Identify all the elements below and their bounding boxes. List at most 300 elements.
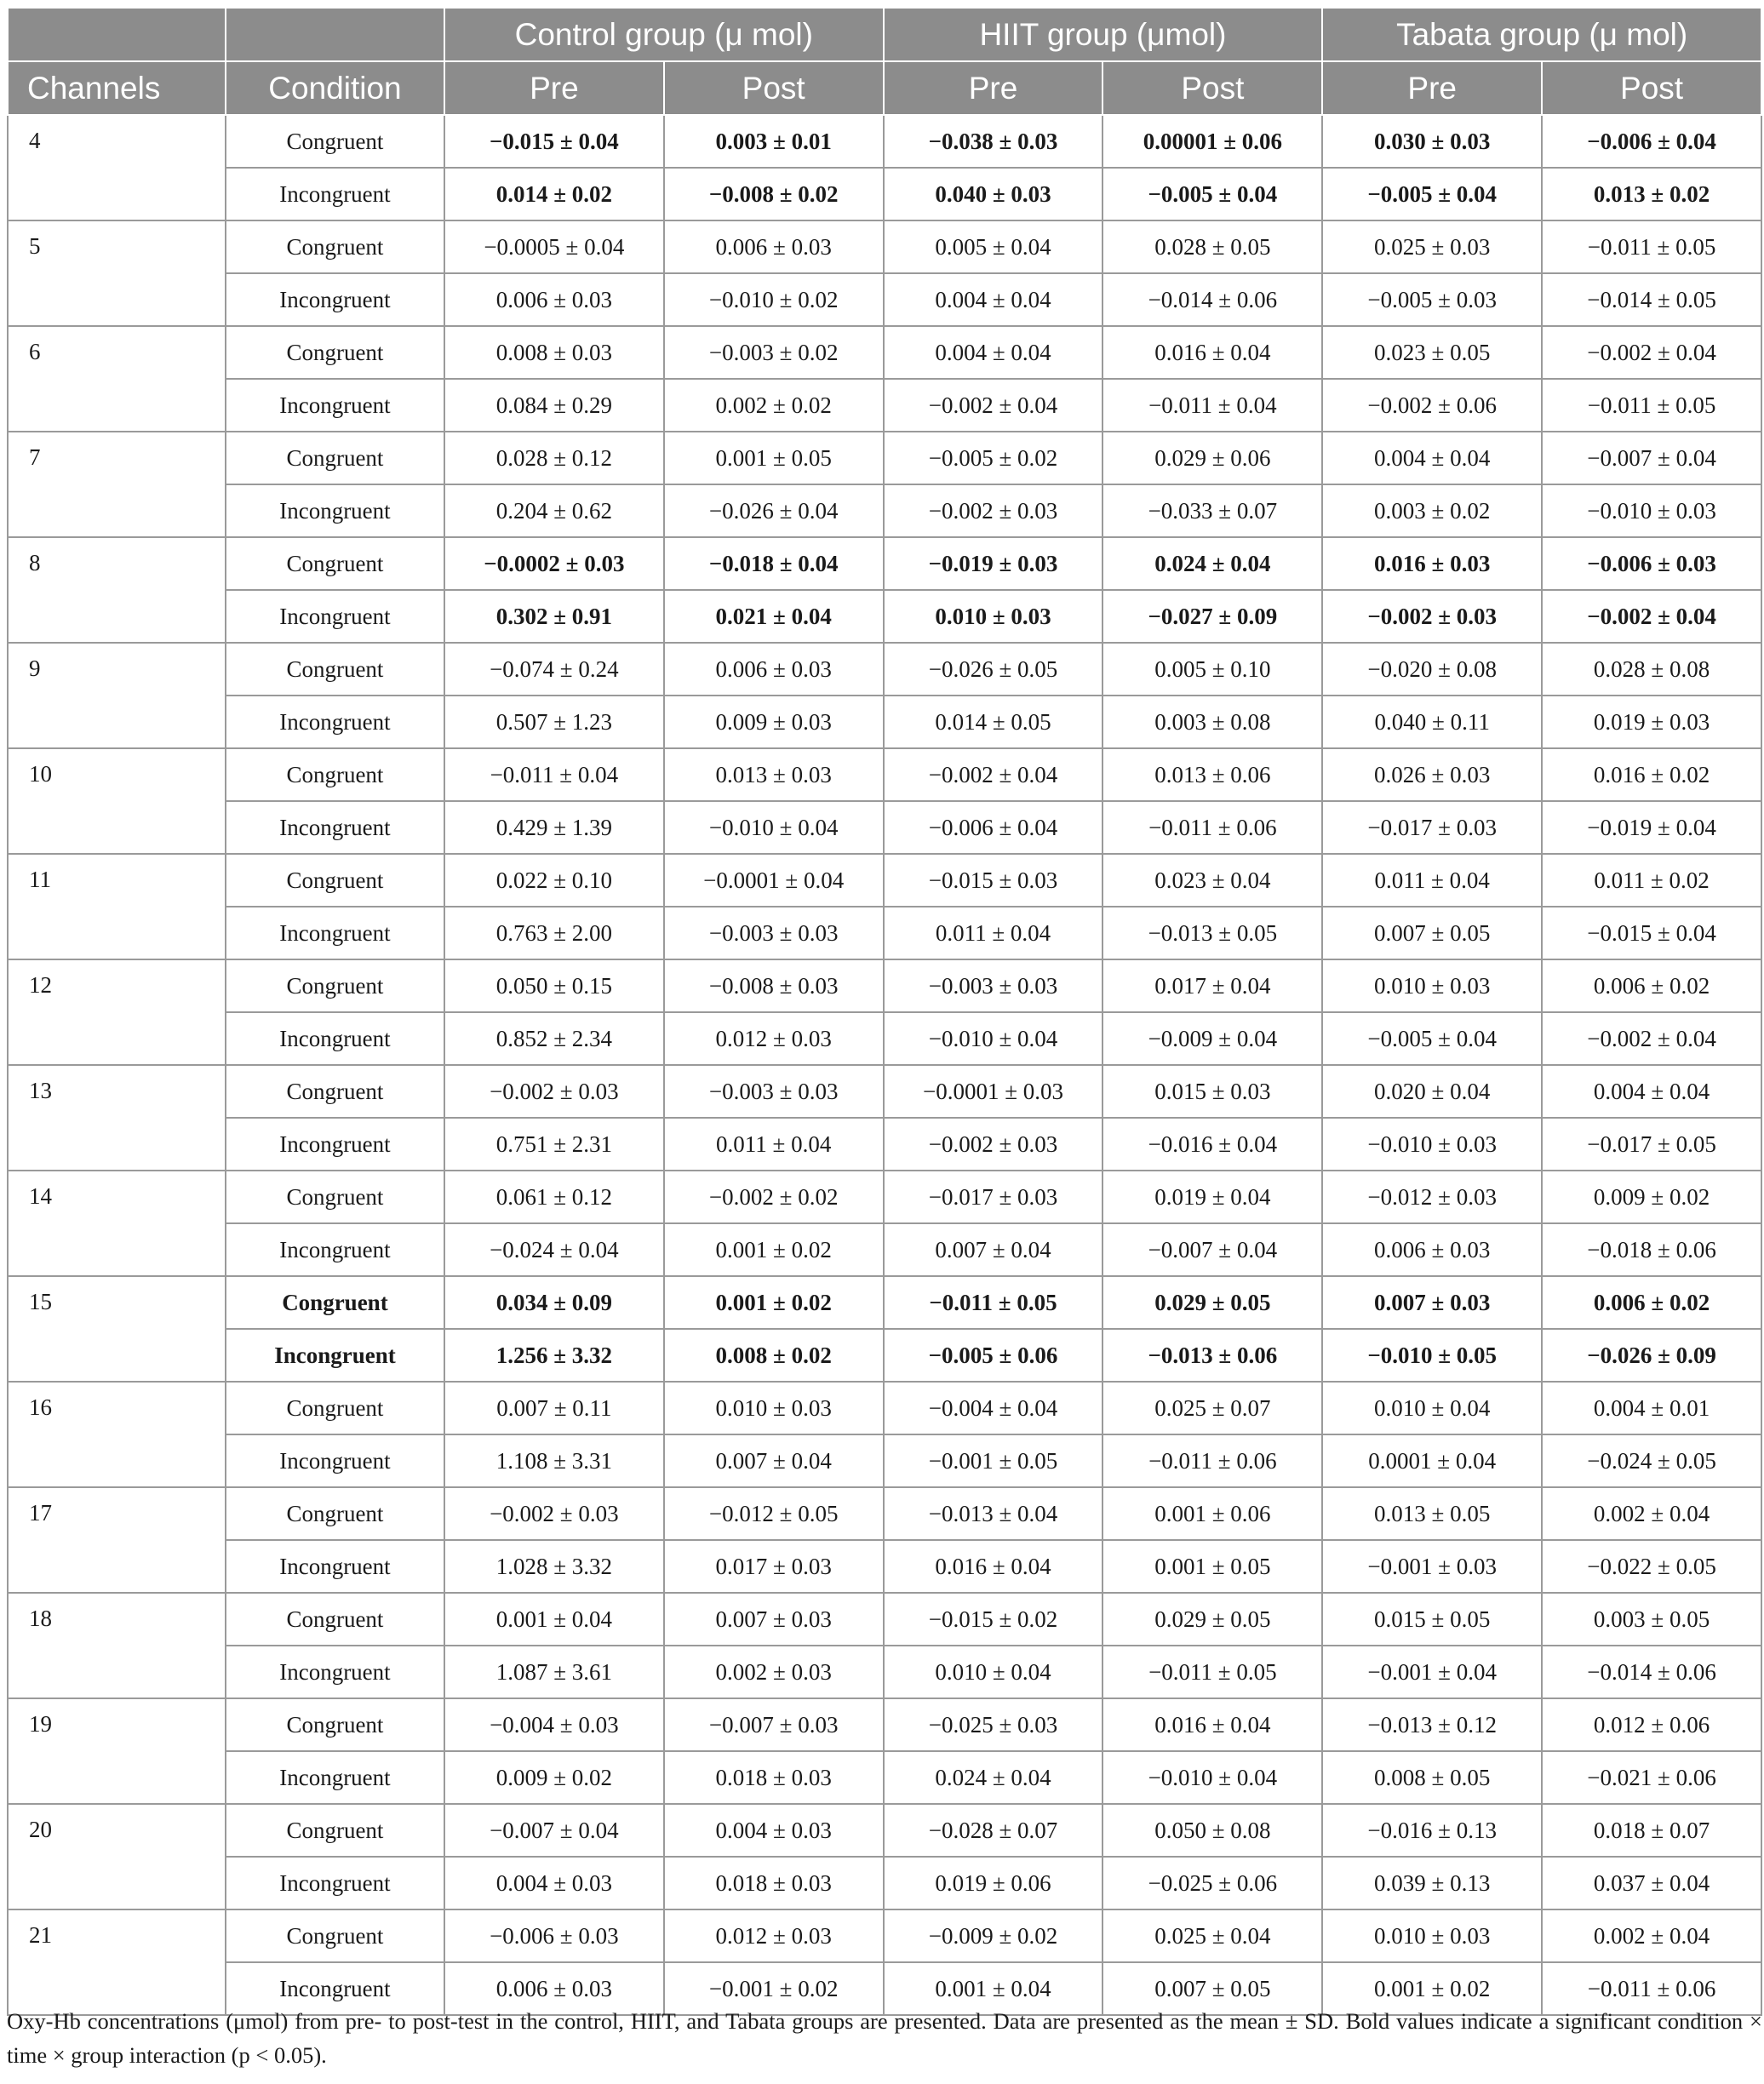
table-row xyxy=(8,484,1761,537)
value-cell-hiit-pre: 0.001 ± 0.04 xyxy=(884,1962,1103,2015)
value-cell-tabata-pre: 0.016 ± 0.03 xyxy=(1322,537,1542,590)
value-cell-control-pre: 0.507 ± 1.23 xyxy=(444,696,664,748)
value-cell-hiit-post: 0.016 ± 0.04 xyxy=(1102,326,1322,379)
value-cell-tabata-post: −0.011 ± 0.05 xyxy=(1542,220,1761,273)
value-cell-tabata-pre: −0.020 ± 0.08 xyxy=(1322,643,1542,696)
value-cell-hiit-post: 0.019 ± 0.04 xyxy=(1102,1171,1322,1223)
value-cell-tabata-pre: 0.010 ± 0.03 xyxy=(1322,1909,1542,1962)
value-cell-control-post: 0.009 ± 0.03 xyxy=(664,696,884,748)
table-row xyxy=(8,220,1761,273)
value-cell-hiit-post: 0.015 ± 0.03 xyxy=(1102,1065,1322,1118)
value-cell-hiit-post: 0.050 ± 0.08 xyxy=(1102,1804,1322,1857)
header-tabata-post: Post xyxy=(1542,61,1761,115)
value-cell-tabata-pre: 0.007 ± 0.05 xyxy=(1322,907,1542,959)
value-cell-hiit-post: −0.014 ± 0.06 xyxy=(1102,273,1322,326)
condition-cell: Incongruent xyxy=(226,1646,444,1698)
value-cell-tabata-post: 0.011 ± 0.02 xyxy=(1542,854,1761,907)
value-cell-control-post: 0.001 ± 0.02 xyxy=(664,1223,884,1276)
value-cell-hiit-post: −0.033 ± 0.07 xyxy=(1102,484,1322,537)
value-cell-hiit-post: 0.025 ± 0.04 xyxy=(1102,1909,1322,1962)
condition-cell: Incongruent xyxy=(226,801,444,854)
value-cell-hiit-post: 0.028 ± 0.05 xyxy=(1102,220,1322,273)
value-cell-hiit-pre: 0.010 ± 0.04 xyxy=(884,1646,1103,1698)
value-cell-tabata-post: 0.013 ± 0.02 xyxy=(1542,168,1761,220)
value-cell-control-pre: 0.006 ± 0.03 xyxy=(444,1962,664,2015)
table-row xyxy=(8,1065,1761,1118)
value-cell-control-pre: 0.001 ± 0.04 xyxy=(444,1593,664,1646)
table-row xyxy=(8,801,1761,854)
value-cell-control-post: 0.008 ± 0.02 xyxy=(664,1329,884,1382)
table-row xyxy=(8,1012,1761,1065)
value-cell-control-post: 0.002 ± 0.03 xyxy=(664,1646,884,1698)
value-cell-control-post: −0.010 ± 0.04 xyxy=(664,801,884,854)
value-cell-control-post: 0.011 ± 0.04 xyxy=(664,1118,884,1171)
channel-cell: 18 xyxy=(8,1593,226,1698)
table-container xyxy=(7,7,1762,2016)
channel-cell: 13 xyxy=(8,1065,226,1171)
value-cell-control-post: −0.012 ± 0.05 xyxy=(664,1487,884,1540)
table-row xyxy=(8,1698,1761,1751)
value-cell-tabata-post: 0.019 ± 0.03 xyxy=(1542,696,1761,748)
condition-cell: Congruent xyxy=(226,643,444,696)
value-cell-hiit-pre: 0.016 ± 0.04 xyxy=(884,1540,1103,1593)
condition-cell: Incongruent xyxy=(226,696,444,748)
table-row xyxy=(8,1857,1761,1909)
condition-cell: Incongruent xyxy=(226,1329,444,1382)
value-cell-hiit-pre: −0.009 ± 0.02 xyxy=(884,1909,1103,1962)
value-cell-tabata-post: 0.012 ± 0.06 xyxy=(1542,1698,1761,1751)
header-control-pre: Pre xyxy=(444,61,664,115)
value-cell-control-pre: −0.004 ± 0.03 xyxy=(444,1698,664,1751)
value-cell-hiit-pre: −0.003 ± 0.03 xyxy=(884,959,1103,1012)
value-cell-hiit-pre: 0.019 ± 0.06 xyxy=(884,1857,1103,1909)
channel-cell: 7 xyxy=(8,432,226,537)
channel-cell: 20 xyxy=(8,1804,226,1909)
value-cell-control-pre: 0.204 ± 0.62 xyxy=(444,484,664,537)
value-cell-tabata-pre: 0.010 ± 0.03 xyxy=(1322,959,1542,1012)
value-cell-tabata-post: −0.018 ± 0.06 xyxy=(1542,1223,1761,1276)
value-cell-control-pre: 0.763 ± 2.00 xyxy=(444,907,664,959)
value-cell-control-pre: 0.061 ± 0.12 xyxy=(444,1171,664,1223)
value-cell-tabata-pre: 0.023 ± 0.05 xyxy=(1322,326,1542,379)
value-cell-control-post: −0.003 ± 0.02 xyxy=(664,326,884,379)
value-cell-tabata-post: −0.002 ± 0.04 xyxy=(1542,326,1761,379)
value-cell-tabata-pre: 0.026 ± 0.03 xyxy=(1322,748,1542,801)
header-hiit-group: HIIT group (μmol) xyxy=(884,8,1323,61)
condition-cell: Congruent xyxy=(226,1171,444,1223)
header-empty-channels xyxy=(8,8,226,61)
value-cell-tabata-pre: 0.025 ± 0.03 xyxy=(1322,220,1542,273)
channel-cell: 12 xyxy=(8,959,226,1065)
value-cell-control-post: 0.007 ± 0.03 xyxy=(664,1593,884,1646)
value-cell-control-pre: −0.011 ± 0.04 xyxy=(444,748,664,801)
value-cell-hiit-post: 0.007 ± 0.05 xyxy=(1102,1962,1322,2015)
value-cell-hiit-post: −0.011 ± 0.06 xyxy=(1102,1434,1322,1487)
value-cell-control-post: −0.0001 ± 0.04 xyxy=(664,854,884,907)
condition-cell: Congruent xyxy=(226,537,444,590)
table-row xyxy=(8,379,1761,432)
value-cell-hiit-post: −0.013 ± 0.05 xyxy=(1102,907,1322,959)
value-cell-tabata-post: 0.028 ± 0.08 xyxy=(1542,643,1761,696)
value-cell-hiit-post: −0.011 ± 0.04 xyxy=(1102,379,1322,432)
value-cell-hiit-post: −0.011 ± 0.06 xyxy=(1102,801,1322,854)
header-control-group: Control group (μ mol) xyxy=(444,8,884,61)
value-cell-control-post: −0.008 ± 0.02 xyxy=(664,168,884,220)
condition-cell: Congruent xyxy=(226,115,444,168)
value-cell-hiit-post: 0.001 ± 0.06 xyxy=(1102,1487,1322,1540)
value-cell-tabata-pre: −0.010 ± 0.05 xyxy=(1322,1329,1542,1382)
value-cell-tabata-pre: 0.0001 ± 0.04 xyxy=(1322,1434,1542,1487)
value-cell-tabata-pre: 0.004 ± 0.04 xyxy=(1322,432,1542,484)
value-cell-control-pre: 0.852 ± 2.34 xyxy=(444,1012,664,1065)
value-cell-control-pre: 0.022 ± 0.10 xyxy=(444,854,664,907)
value-cell-control-pre: 0.006 ± 0.03 xyxy=(444,273,664,326)
value-cell-hiit-pre: 0.007 ± 0.04 xyxy=(884,1223,1103,1276)
value-cell-control-post: −0.008 ± 0.03 xyxy=(664,959,884,1012)
value-cell-tabata-post: −0.022 ± 0.05 xyxy=(1542,1540,1761,1593)
value-cell-hiit-pre: 0.024 ± 0.04 xyxy=(884,1751,1103,1804)
condition-cell: Incongruent xyxy=(226,1434,444,1487)
value-cell-tabata-pre: 0.013 ± 0.05 xyxy=(1322,1487,1542,1540)
channel-cell: 8 xyxy=(8,537,226,643)
value-cell-control-post: −0.018 ± 0.04 xyxy=(664,537,884,590)
value-cell-hiit-post: 0.005 ± 0.10 xyxy=(1102,643,1322,696)
value-cell-tabata-pre: −0.016 ± 0.13 xyxy=(1322,1804,1542,1857)
table-row xyxy=(8,590,1761,643)
value-cell-tabata-post: −0.011 ± 0.05 xyxy=(1542,379,1761,432)
channel-cell: 11 xyxy=(8,854,226,959)
value-cell-tabata-pre: 0.030 ± 0.03 xyxy=(1322,115,1542,168)
value-cell-control-post: 0.018 ± 0.03 xyxy=(664,1751,884,1804)
channel-cell: 15 xyxy=(8,1276,226,1382)
condition-cell: Incongruent xyxy=(226,1857,444,1909)
header-channels: Channels xyxy=(8,61,226,115)
value-cell-hiit-pre: −0.019 ± 0.03 xyxy=(884,537,1103,590)
value-cell-control-post: −0.003 ± 0.03 xyxy=(664,907,884,959)
value-cell-control-post: 0.012 ± 0.03 xyxy=(664,1909,884,1962)
value-cell-hiit-pre: 0.010 ± 0.03 xyxy=(884,590,1103,643)
value-cell-control-pre: 0.751 ± 2.31 xyxy=(444,1118,664,1171)
value-cell-control-post: −0.010 ± 0.02 xyxy=(664,273,884,326)
header-hiit-pre: Pre xyxy=(884,61,1103,115)
value-cell-tabata-post: −0.019 ± 0.04 xyxy=(1542,801,1761,854)
value-cell-hiit-post: −0.011 ± 0.05 xyxy=(1102,1646,1322,1698)
value-cell-hiit-post: −0.027 ± 0.09 xyxy=(1102,590,1322,643)
value-cell-control-post: −0.002 ± 0.02 xyxy=(664,1171,884,1223)
value-cell-tabata-pre: 0.001 ± 0.02 xyxy=(1322,1962,1542,2015)
condition-cell: Congruent xyxy=(226,854,444,907)
value-cell-control-pre: 0.034 ± 0.09 xyxy=(444,1276,664,1329)
value-cell-hiit-pre: −0.002 ± 0.03 xyxy=(884,1118,1103,1171)
value-cell-hiit-pre: 0.004 ± 0.04 xyxy=(884,273,1103,326)
condition-cell: Congruent xyxy=(226,959,444,1012)
value-cell-hiit-pre: −0.0001 ± 0.03 xyxy=(884,1065,1103,1118)
value-cell-tabata-pre: 0.039 ± 0.13 xyxy=(1322,1857,1542,1909)
channel-cell: 17 xyxy=(8,1487,226,1593)
condition-cell: Congruent xyxy=(226,748,444,801)
condition-cell: Congruent xyxy=(226,1487,444,1540)
value-cell-control-pre: 0.014 ± 0.02 xyxy=(444,168,664,220)
value-cell-hiit-pre: −0.004 ± 0.04 xyxy=(884,1382,1103,1434)
header-condition: Condition xyxy=(226,61,444,115)
value-cell-control-pre: −0.024 ± 0.04 xyxy=(444,1223,664,1276)
table-row xyxy=(8,1118,1761,1171)
value-cell-hiit-post: −0.009 ± 0.04 xyxy=(1102,1012,1322,1065)
condition-cell: Incongruent xyxy=(226,1540,444,1593)
value-cell-tabata-pre: −0.001 ± 0.03 xyxy=(1322,1540,1542,1593)
table-row xyxy=(8,1487,1761,1540)
value-cell-hiit-post: −0.010 ± 0.04 xyxy=(1102,1751,1322,1804)
value-cell-tabata-post: −0.007 ± 0.04 xyxy=(1542,432,1761,484)
value-cell-hiit-post: −0.025 ± 0.06 xyxy=(1102,1857,1322,1909)
table-body xyxy=(8,115,1761,2015)
condition-cell: Congruent xyxy=(226,1065,444,1118)
value-cell-hiit-pre: 0.011 ± 0.04 xyxy=(884,907,1103,959)
value-cell-hiit-pre: −0.002 ± 0.04 xyxy=(884,379,1103,432)
condition-cell: Incongruent xyxy=(226,1118,444,1171)
value-cell-hiit-pre: −0.010 ± 0.04 xyxy=(884,1012,1103,1065)
value-cell-tabata-pre: −0.017 ± 0.03 xyxy=(1322,801,1542,854)
value-cell-hiit-post: −0.016 ± 0.04 xyxy=(1102,1118,1322,1171)
condition-cell: Incongruent xyxy=(226,379,444,432)
condition-cell: Congruent xyxy=(226,1804,444,1857)
header-tabata-group: Tabata group (μ mol) xyxy=(1322,8,1761,61)
condition-cell: Congruent xyxy=(226,1698,444,1751)
value-cell-control-pre: 0.009 ± 0.02 xyxy=(444,1751,664,1804)
value-cell-hiit-pre: −0.013 ± 0.04 xyxy=(884,1487,1103,1540)
value-cell-hiit-pre: −0.011 ± 0.05 xyxy=(884,1276,1103,1329)
value-cell-hiit-post: 0.003 ± 0.08 xyxy=(1102,696,1322,748)
value-cell-control-post: −0.026 ± 0.04 xyxy=(664,484,884,537)
value-cell-control-pre: 0.302 ± 0.91 xyxy=(444,590,664,643)
table-row xyxy=(8,1171,1761,1223)
value-cell-control-post: 0.007 ± 0.04 xyxy=(664,1434,884,1487)
value-cell-hiit-post: −0.013 ± 0.06 xyxy=(1102,1329,1322,1382)
value-cell-control-pre: −0.015 ± 0.04 xyxy=(444,115,664,168)
table-row xyxy=(8,1804,1761,1857)
table-row xyxy=(8,115,1761,168)
value-cell-hiit-pre: −0.001 ± 0.05 xyxy=(884,1434,1103,1487)
value-cell-control-pre: 0.007 ± 0.11 xyxy=(444,1382,664,1434)
value-cell-tabata-post: −0.006 ± 0.03 xyxy=(1542,537,1761,590)
value-cell-control-pre: −0.0002 ± 0.03 xyxy=(444,537,664,590)
value-cell-tabata-post: −0.026 ± 0.09 xyxy=(1542,1329,1761,1382)
condition-cell: Incongruent xyxy=(226,168,444,220)
value-cell-tabata-pre: −0.013 ± 0.12 xyxy=(1322,1698,1542,1751)
value-cell-tabata-post: −0.024 ± 0.05 xyxy=(1542,1434,1761,1487)
value-cell-tabata-post: −0.021 ± 0.06 xyxy=(1542,1751,1761,1804)
header-hiit-post: Post xyxy=(1102,61,1322,115)
channel-cell: 19 xyxy=(8,1698,226,1804)
value-cell-tabata-post: −0.014 ± 0.06 xyxy=(1542,1646,1761,1698)
value-cell-tabata-pre: −0.002 ± 0.03 xyxy=(1322,590,1542,643)
value-cell-tabata-pre: −0.010 ± 0.03 xyxy=(1322,1118,1542,1171)
value-cell-control-post: 0.013 ± 0.03 xyxy=(664,748,884,801)
value-cell-hiit-pre: −0.002 ± 0.04 xyxy=(884,748,1103,801)
value-cell-tabata-post: −0.002 ± 0.04 xyxy=(1542,1012,1761,1065)
table-row xyxy=(8,1329,1761,1382)
value-cell-hiit-pre: −0.002 ± 0.03 xyxy=(884,484,1103,537)
condition-cell: Incongruent xyxy=(226,484,444,537)
value-cell-hiit-pre: 0.014 ± 0.05 xyxy=(884,696,1103,748)
table-row xyxy=(8,1382,1761,1434)
table-row xyxy=(8,1593,1761,1646)
value-cell-tabata-pre: 0.007 ± 0.03 xyxy=(1322,1276,1542,1329)
table-row xyxy=(8,432,1761,484)
condition-cell: Congruent xyxy=(226,1276,444,1329)
value-cell-control-pre: 0.008 ± 0.03 xyxy=(444,326,664,379)
value-cell-control-pre: 0.084 ± 0.29 xyxy=(444,379,664,432)
header-tabata-pre: Pre xyxy=(1322,61,1542,115)
value-cell-tabata-post: 0.018 ± 0.07 xyxy=(1542,1804,1761,1857)
table-row xyxy=(8,696,1761,748)
value-cell-hiit-post: −0.007 ± 0.04 xyxy=(1102,1223,1322,1276)
value-cell-tabata-post: 0.004 ± 0.01 xyxy=(1542,1382,1761,1434)
condition-cell: Congruent xyxy=(226,1382,444,1434)
table-footnote: Oxy-Hb concentrations (μmol) from pre- to post-test in the control, HIIT, and Tabata groups are presented. Data are presented as the mean ± SD. Bold values indicate a significant condition × time × group interaction (p < 0.05). xyxy=(7,2008,1762,2068)
value-cell-control-post: 0.012 ± 0.03 xyxy=(664,1012,884,1065)
value-cell-tabata-pre: −0.005 ± 0.04 xyxy=(1322,168,1542,220)
value-cell-hiit-pre: 0.040 ± 0.03 xyxy=(884,168,1103,220)
value-cell-control-pre: −0.074 ± 0.24 xyxy=(444,643,664,696)
condition-cell: Incongruent xyxy=(226,1962,444,2015)
table-row xyxy=(8,1223,1761,1276)
header-sub-row xyxy=(8,61,1761,115)
channel-cell: 5 xyxy=(8,220,226,326)
table-row xyxy=(8,1751,1761,1804)
value-cell-tabata-post: −0.015 ± 0.04 xyxy=(1542,907,1761,959)
table-row xyxy=(8,1276,1761,1329)
value-cell-tabata-post: −0.010 ± 0.03 xyxy=(1542,484,1761,537)
value-cell-control-post: 0.001 ± 0.02 xyxy=(664,1276,884,1329)
value-cell-hiit-pre: −0.015 ± 0.03 xyxy=(884,854,1103,907)
value-cell-control-pre: 1.087 ± 3.61 xyxy=(444,1646,664,1698)
value-cell-hiit-post: 0.029 ± 0.05 xyxy=(1102,1276,1322,1329)
value-cell-hiit-pre: −0.038 ± 0.03 xyxy=(884,115,1103,168)
value-cell-tabata-pre: −0.002 ± 0.06 xyxy=(1322,379,1542,432)
value-cell-hiit-pre: −0.028 ± 0.07 xyxy=(884,1804,1103,1857)
value-cell-tabata-pre: −0.005 ± 0.04 xyxy=(1322,1012,1542,1065)
value-cell-control-pre: 0.429 ± 1.39 xyxy=(444,801,664,854)
value-cell-tabata-post: 0.006 ± 0.02 xyxy=(1542,1276,1761,1329)
oxy-hb-table xyxy=(7,7,1762,2016)
condition-cell: Congruent xyxy=(226,432,444,484)
value-cell-control-post: 0.003 ± 0.01 xyxy=(664,115,884,168)
channel-cell: 14 xyxy=(8,1171,226,1276)
channel-cell: 4 xyxy=(8,115,226,220)
table-header xyxy=(8,8,1761,115)
value-cell-tabata-pre: −0.001 ± 0.04 xyxy=(1322,1646,1542,1698)
value-cell-tabata-pre: 0.003 ± 0.02 xyxy=(1322,484,1542,537)
value-cell-control-post: 0.001 ± 0.05 xyxy=(664,432,884,484)
value-cell-control-pre: 0.004 ± 0.03 xyxy=(444,1857,664,1909)
value-cell-control-pre: −0.002 ± 0.03 xyxy=(444,1065,664,1118)
value-cell-control-post: 0.006 ± 0.03 xyxy=(664,643,884,696)
table-row xyxy=(8,1540,1761,1593)
header-empty-condition xyxy=(226,8,444,61)
value-cell-tabata-pre: 0.010 ± 0.04 xyxy=(1322,1382,1542,1434)
value-cell-control-pre: −0.006 ± 0.03 xyxy=(444,1909,664,1962)
value-cell-control-pre: −0.0005 ± 0.04 xyxy=(444,220,664,273)
value-cell-hiit-post: 0.016 ± 0.04 xyxy=(1102,1698,1322,1751)
condition-cell: Congruent xyxy=(226,220,444,273)
header-group-row xyxy=(8,8,1761,61)
value-cell-tabata-pre: 0.008 ± 0.05 xyxy=(1322,1751,1542,1804)
value-cell-hiit-post: 0.029 ± 0.06 xyxy=(1102,432,1322,484)
channel-cell: 16 xyxy=(8,1382,226,1487)
value-cell-hiit-pre: −0.017 ± 0.03 xyxy=(884,1171,1103,1223)
value-cell-control-post: 0.004 ± 0.03 xyxy=(664,1804,884,1857)
value-cell-hiit-pre: 0.004 ± 0.04 xyxy=(884,326,1103,379)
value-cell-tabata-post: 0.002 ± 0.04 xyxy=(1542,1909,1761,1962)
table-row xyxy=(8,959,1761,1012)
channel-cell: 10 xyxy=(8,748,226,854)
value-cell-tabata-post: −0.011 ± 0.06 xyxy=(1542,1962,1761,2015)
table-row xyxy=(8,273,1761,326)
condition-cell: Congruent xyxy=(226,1909,444,1962)
value-cell-hiit-post: −0.005 ± 0.04 xyxy=(1102,168,1322,220)
value-cell-hiit-pre: −0.026 ± 0.05 xyxy=(884,643,1103,696)
value-cell-control-pre: 0.050 ± 0.15 xyxy=(444,959,664,1012)
value-cell-tabata-post: 0.009 ± 0.02 xyxy=(1542,1171,1761,1223)
value-cell-tabata-post: 0.016 ± 0.02 xyxy=(1542,748,1761,801)
value-cell-tabata-pre: 0.015 ± 0.05 xyxy=(1322,1593,1542,1646)
value-cell-hiit-pre: −0.025 ± 0.03 xyxy=(884,1698,1103,1751)
value-cell-control-post: 0.018 ± 0.03 xyxy=(664,1857,884,1909)
value-cell-hiit-post: 0.001 ± 0.05 xyxy=(1102,1540,1322,1593)
channel-cell: 6 xyxy=(8,326,226,432)
value-cell-control-pre: −0.007 ± 0.04 xyxy=(444,1804,664,1857)
table-row xyxy=(8,907,1761,959)
value-cell-hiit-post: 0.029 ± 0.05 xyxy=(1102,1593,1322,1646)
value-cell-hiit-pre: −0.005 ± 0.02 xyxy=(884,432,1103,484)
value-cell-tabata-pre: −0.012 ± 0.03 xyxy=(1322,1171,1542,1223)
table-row xyxy=(8,1434,1761,1487)
value-cell-hiit-post: 0.017 ± 0.04 xyxy=(1102,959,1322,1012)
value-cell-tabata-post: −0.017 ± 0.05 xyxy=(1542,1118,1761,1171)
value-cell-hiit-post: 0.00001 ± 0.06 xyxy=(1102,115,1322,168)
condition-cell: Congruent xyxy=(226,1593,444,1646)
value-cell-hiit-post: 0.023 ± 0.04 xyxy=(1102,854,1322,907)
table-row xyxy=(8,1646,1761,1698)
value-cell-tabata-post: −0.006 ± 0.04 xyxy=(1542,115,1761,168)
channel-cell: 21 xyxy=(8,1909,226,2015)
value-cell-control-post: −0.003 ± 0.03 xyxy=(664,1065,884,1118)
value-cell-tabata-post: 0.037 ± 0.04 xyxy=(1542,1857,1761,1909)
value-cell-control-post: 0.010 ± 0.03 xyxy=(664,1382,884,1434)
value-cell-hiit-post: 0.025 ± 0.07 xyxy=(1102,1382,1322,1434)
header-control-post: Post xyxy=(664,61,884,115)
value-cell-tabata-pre: 0.011 ± 0.04 xyxy=(1322,854,1542,907)
condition-cell: Incongruent xyxy=(226,273,444,326)
value-cell-control-pre: 1.028 ± 3.32 xyxy=(444,1540,664,1593)
value-cell-tabata-post: −0.002 ± 0.04 xyxy=(1542,590,1761,643)
value-cell-control-post: 0.017 ± 0.03 xyxy=(664,1540,884,1593)
table-row xyxy=(8,854,1761,907)
condition-cell: Incongruent xyxy=(226,590,444,643)
value-cell-control-post: −0.007 ± 0.03 xyxy=(664,1698,884,1751)
value-cell-tabata-post: 0.003 ± 0.05 xyxy=(1542,1593,1761,1646)
value-cell-control-post: 0.002 ± 0.02 xyxy=(664,379,884,432)
value-cell-control-post: 0.006 ± 0.03 xyxy=(664,220,884,273)
value-cell-tabata-pre: 0.006 ± 0.03 xyxy=(1322,1223,1542,1276)
value-cell-hiit-post: 0.013 ± 0.06 xyxy=(1102,748,1322,801)
value-cell-hiit-pre: 0.005 ± 0.04 xyxy=(884,220,1103,273)
condition-cell: Incongruent xyxy=(226,1012,444,1065)
condition-cell: Congruent xyxy=(226,326,444,379)
value-cell-hiit-post: 0.024 ± 0.04 xyxy=(1102,537,1322,590)
value-cell-control-post: 0.021 ± 0.04 xyxy=(664,590,884,643)
